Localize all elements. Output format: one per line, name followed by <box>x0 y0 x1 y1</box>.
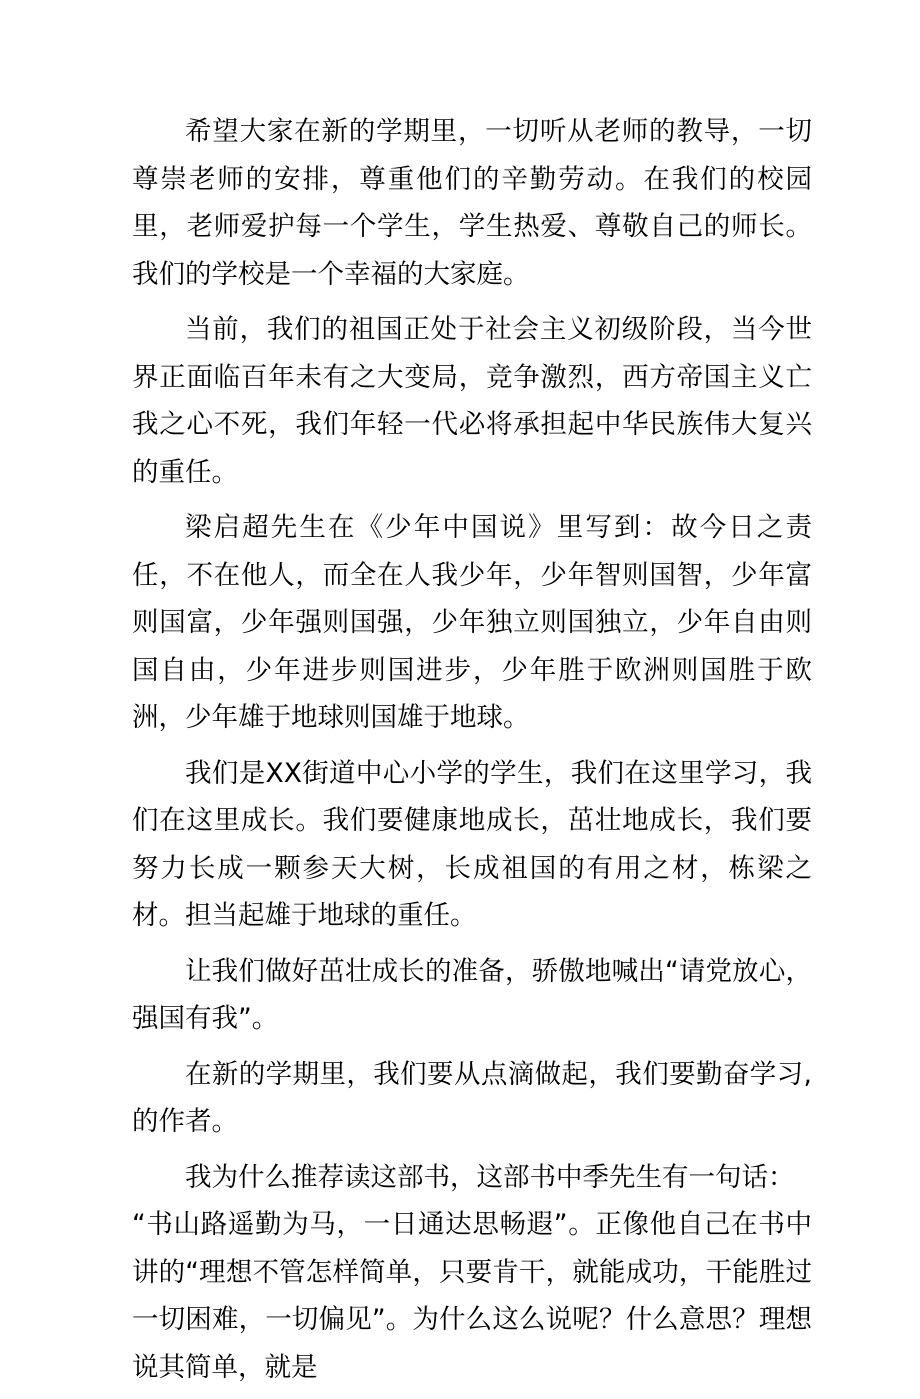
paragraph-2: 当前，我们的祖国正处于社会主义初级阶段，当今世界正面临百年未有之大变局，竞争激烈，西方帝国主义亡我之心不死，我们年轻一代必将承担起中华民族伟大复兴的重任。 <box>132 314 812 488</box>
paragraph-6: 在新的学期里，我们要从点滴做起，我们要勤奋学习,的作者。 <box>132 1058 812 1137</box>
paragraph-5: 让我们做好茁壮成长的准备，骄傲地喊出“请党放心，强国有我”。 <box>132 955 812 1034</box>
document-body <box>132 108 812 1399</box>
paragraph-4: 我们是XX街道中心小学的学生，我们在这里学习，我们在这里成长。我们要健康地成长，茁壮地成长，我们要努力长成一颗参天大树，长成祖国的有用之材，栋梁之材。担当起雄于地球的重任。 <box>132 757 812 931</box>
paragraph-7: 我为什么推荐读这部书，这部书中季先生有一句话： <box>185 1161 795 1193</box>
paragraph-3: 梁启超先生在《少年中国说》里写到：故今日之责任，不在他人，而全在人我少年，少年智则国智，少年富则国富，少年强则国强，少年独立则国独立，少年自由则国自由，少年进步则国进步，少年胜于欧洲则国胜于欧洲，少年雄于地球则国雄于地球。 <box>132 512 812 733</box>
paragraph-8: “书山路遥勤为马，一日通达思畅遐”。正像他自己在书中讲的“理想不管怎样简单，只要肯干，就能成功，干能胜过一切困难，一切偏见”。为什么这么说呢？什么意思？理想说其简单，就是 <box>132 1209 812 1383</box>
paragraph-1: 希望大家在新的学期里，一切听从老师的教导，一切尊崇老师的安排，尊重他们的辛勤劳动。在我们的校园里，老师爱护每一个学生，学生热爱、尊敬自己的师长。我们的学校是一个幸福的大家庭。 <box>132 116 812 290</box>
